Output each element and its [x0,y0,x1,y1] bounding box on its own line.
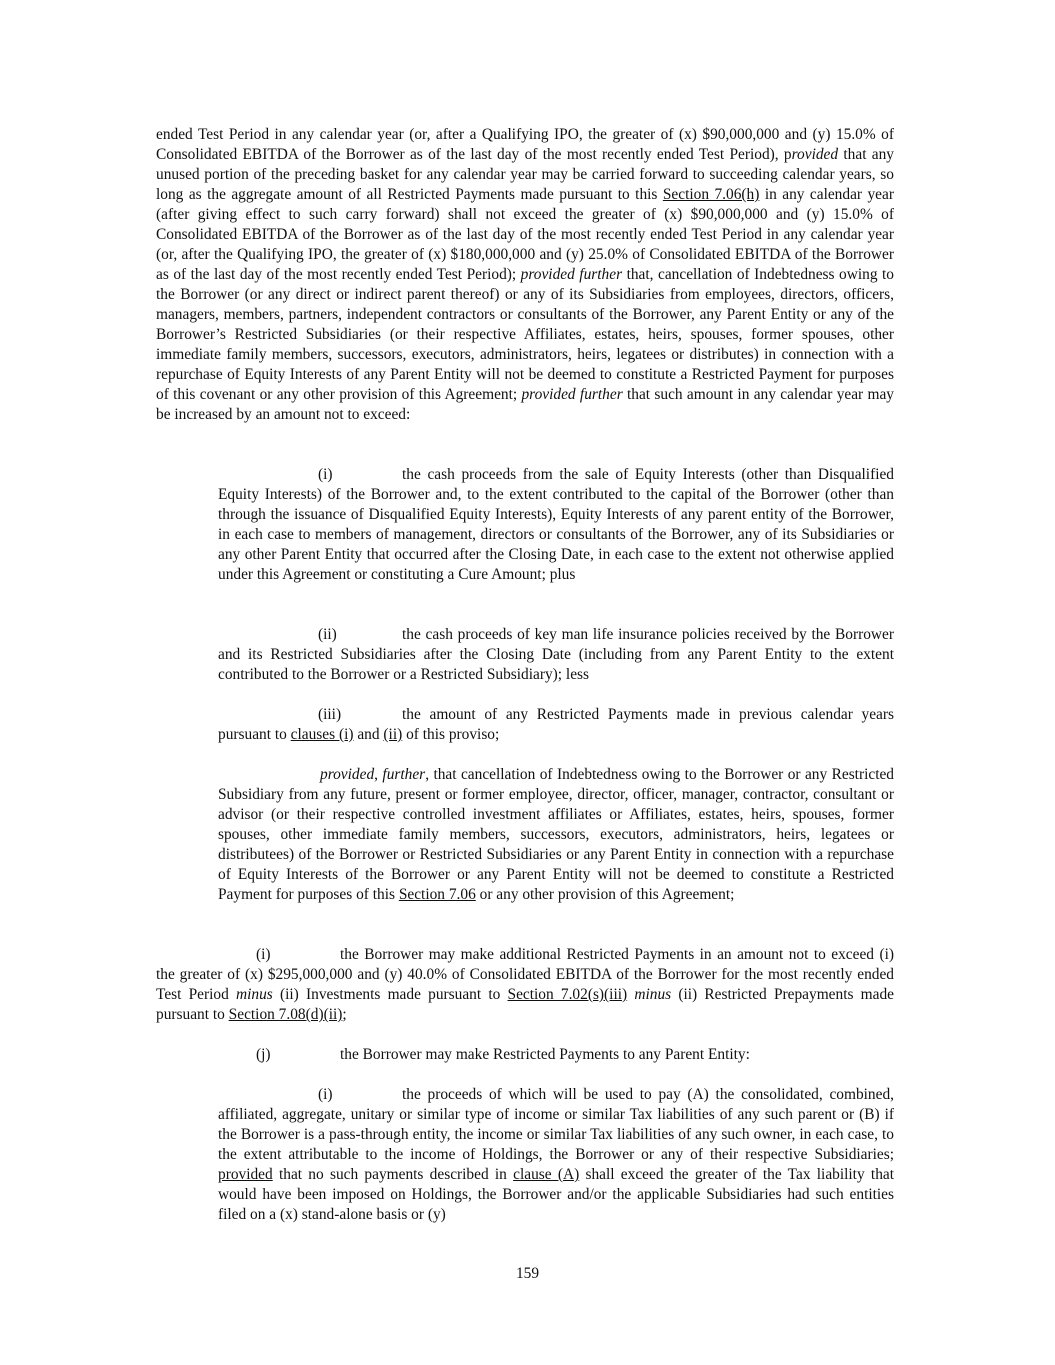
text: (ii) Restricted Prepayments made pursuant to [156,986,894,1023]
section-reference: Section 7.08(d)(ii) [228,1006,343,1023]
clause-label: (i) [318,466,333,483]
text: ; [342,1006,347,1023]
clause-i-additional-payments [156,945,894,1025]
text: the proceeds of which will be used to pay (A) the consolidated, combined, affiliated, aggregate, unitary or similar type of income or similar Tax liabilities of any such parent or (B) if the Borrower is a pass-through entity, the income or similar Tax liabilities of any such owner, in each case, to the extent attributable to the income of Holdings, the Borrower or any of their respective Subsidiaries; [218,1086,894,1163]
text: that such amount in any calendar year may be increased by an amount not to exceed: [156,386,894,423]
text: in any calendar year (after giving effect to such carry forward) shall not exceed the greater of (x) $90,000,000 and (y) 15.0% of Consolidated EBITDA of the Borrower as of the last day of the most recently ended Test Period in any calendar year (or, after the Qualifying IPO, the greater of (x) $180,000,000 and (y) 25.0% of Consolidated EBITDA of the Borrower as of the last day of the most recently ended Test Period); [156,186,894,283]
emphasis: rovided [791,146,839,163]
subclause-i-cash-proceeds [218,465,894,585]
clause-reference: clauses (i) [290,726,354,743]
text: and [353,726,384,743]
emphasis: provided [320,766,375,783]
text: the Borrower may make additional Restricted Payments in an amount not to exceed (i) the greater of (x) $295,000,000 and (y) 40.0% of Consolidated EBITDA of the Borrower for the most recently ended Test Period [156,946,894,1003]
subclause-ii-key-man-insurance [218,625,894,685]
text: the Borrower may make Restricted Payments to any Parent Entity: [340,1046,750,1063]
clause-reference: clause (A) [513,1166,580,1183]
emphasis: further [382,766,426,783]
page-number: 159 [515,1265,540,1282]
clause-reference: (ii) [383,726,403,743]
section-reference: Section 7.02(s)(iii) [507,986,628,1003]
subclause-iii-prior-payments [218,705,894,745]
text: the amount of any Restricted Payments made in previous calendar years pursuant to [218,706,894,743]
clause-label: (j) [256,1046,271,1063]
text: that any unused portion of the preceding basket for any calendar year may be carried forward to succeeding calendar years, so long as the aggregate amount of all Restricted Payments made pursuant to this [156,146,895,203]
text: of this proviso; [402,726,500,743]
text: shall exceed the greater of the Tax liability that would have been imposed on Holdings, the Borrower and/or the applicable Subsidiaries had such entities filed on a (x) stand-alone basis or (y) [218,1166,894,1223]
text: (ii) Investments made pursuant to [272,986,508,1003]
section-reference: Section 7.06 [398,886,476,903]
proviso-paragraph [218,765,894,905]
clause-j-parent-entity [156,1045,894,1065]
text: that, cancellation of Indebtedness owing to the Borrower (or any direct or indirect parent thereof) or any of its Subsidiaries from employees, directors, officers, managers, members, partners, independent contractors or consultants of the Borrower, any Parent Entity or any of the Borrower’s Restricted Subsidiaries (or their respective Affiliates, estates, heirs, spouses, former spouses, other immediate family members, successors, executors, administrators, heirs, legatees or distributes) in connection with a repurchase of Equity Interests of any Parent Entity will not be deemed to constitute a Restricted Payment for purposes of this covenant or any other provision of this Agreement; [156,266,894,403]
text: or any other provision of this Agreement; [475,886,735,903]
emphasis: minus [634,986,672,1003]
emphasis: minus [236,986,273,1003]
clause-label: (iii) [318,706,342,723]
section-reference: Section 7.06(h) [662,186,760,203]
text: the cash proceeds from the sale of Equity Interests (other than Disqualified Equity Interests) of the Borrower and, to the extent contributed to the capital of the Borrower (other than through the issuance of Disqualified Equity Interests), Equity Interests of any parent entity of the Borrower, in each case to members of management, directors or consultants of the Borrower, any of its Subsidiaries or any other Parent Entity that occurred after the Closing Date, in each case to the extent not otherwise applied under this Agreement or constituting a Cure Amount; plus [218,466,894,583]
text: that no such payments described in [272,1166,514,1183]
clause-label: (i) [256,946,271,963]
subclause-i-tax-liabilities [218,1085,894,1225]
paragraph-carry-forward [156,125,894,425]
emphasis: provided further [521,386,623,403]
text: the cash proceeds of key man life insurance policies received by the Borrower and its Restricted Subsidiaries after the Closing Date (including from any Parent Entity to the extent contributed to the Borrower or a Restricted Subsidiary); less [218,626,894,683]
clause-label: (i) [318,1086,333,1103]
text: , [374,766,383,783]
emphasis: provided further [520,266,623,283]
text: , that cancellation of Indebtedness owing to the Borrower or any Restricted Subsidiary from any future, present or former employee, director, officer, manager, contractor, consultant or advisor (or their respective controlled investment affiliates or Affiliates, estates, heirs, spouses, former spouses, other immediate family members, successors, executors, administrators, heirs, legatees or distributees) of the Borrower or Restricted Subsidiaries or any Parent Entity in connection with a repurchase of Equity Interests of the Borrower or any Parent Entity will not be deemed to constitute a Restricted Payment for purposes of this [218,766,894,903]
clause-label: (ii) [318,626,337,643]
defined-term-reference: provided [218,1166,273,1183]
text: ended Test Period in any calendar year (or, after a Qualifying IPO, the greater of (x) $90,000,000 and (y) 15.0% of Consolidated EBITDA of the Borrower as of the last day of the most recently ended Test Period), p [156,126,894,163]
